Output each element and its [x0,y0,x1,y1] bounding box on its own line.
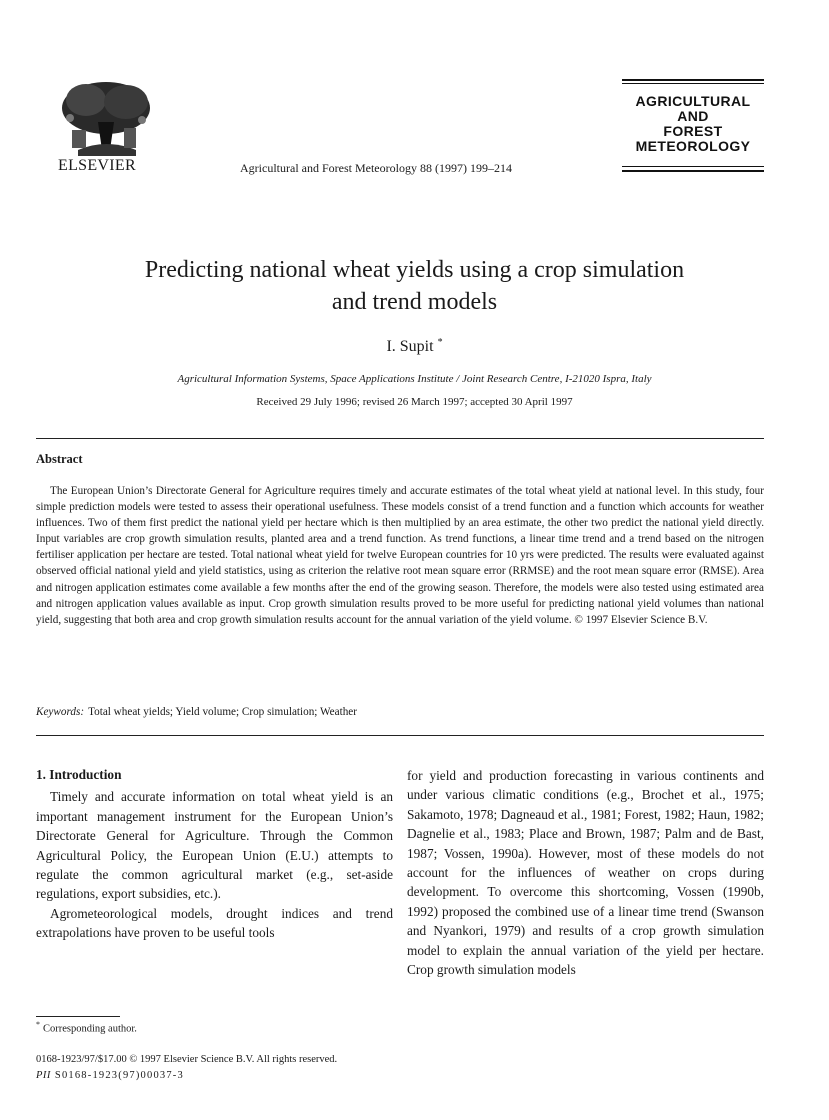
journal-reference: Agricultural and Forest Meteorology 88 (1997) 199–214 [240,161,512,175]
keywords-list: Total wheat yields; Yield volume; Crop simulation; Weather [88,706,358,718]
masthead-line: AND [677,108,709,124]
elsevier-tree-logo-icon [58,78,154,160]
article-title [0,254,829,318]
pii-line [36,1070,184,1081]
copyright-line: 0168-1923/97/$17.00 © 1997 Elsevier Science B.V. All rights reserved. [36,1054,338,1065]
keywords-label: Keywords: [36,706,85,718]
keywords-line [36,706,357,718]
title-line: and trend models [331,289,498,315]
abstract-body: The European Union’s Directorate General for Agriculture requires timely and accurate estimates of the total wheat yield at national level. In this study, four simple prediction models were tested to assess their operational usefulness. These models consist of a trend function and a function which accounts for weather influences. Two of them first predict the national yield per hectare which is then multiplied by an area estimate, the other two predict the national yield directly. Input variables are crop growth simulation results, planted area and a trend function. As trend functions, a linear time trend and a trend based on the nitrogen fertiliser application per hectare are tested. Total national wheat yield for twelve European countries for 10 yrs were predicted. The results were evaluated against observed official national yield and yield statistics, using as criterion the relative root mean square error (RRMSE) and the root mean square error (RMSE). Area and nitrogen application estimates come available a few months after the end of the growing season. Therefore, the models were also tested using estimated area and nitrogen application values available as input. Crop growth simulation results proved to be more useful for predicting national yield volumes than national yield, suggesting that both area and crop growth simulation results account for the annual variation of the yield volume. © 1997 Elsevier Science B.V. [36,485,764,626]
footnote-rule [36,1016,120,1017]
footnote-mark: * [36,1020,40,1029]
masthead-line: METEOROLOGY [635,138,751,154]
section-heading-introduction: 1. Introduction [36,767,122,782]
publisher-name: ELSEVIER [58,157,136,174]
right-column [407,766,764,979]
author-footnote-mark: * [437,337,443,348]
introduction-continuation: for yield and production forecasting in various continents and under various climatic conditions (e.g., Brochet et al., 1975; Sakamoto, 1978; Dagneaud et al., 1981; Forest, 1982; Haun, 1982; Dagnelie et al., 1983; Place and Brown, 1987; Palm and de Bast, 1987; Vossen, 1990a). However, most of these models do not account for the influences of weather on crops during development. To overcome this shortcoming, Vossen (1990b, 1992) proposed the combined use of a linear time trend (Swanson and Nyankori, 1979) and results of a crop growth simulation model to explain the annual variation of the yield per hectare. Crop growth simulation models [407,768,764,978]
abstract-bottom-rule [36,735,764,736]
title-line: Predicting national wheat yields using a crop simulation [144,257,685,283]
masthead-top-rule [622,79,764,81]
footnote [36,1020,137,1035]
pii-label: PII [36,1070,51,1081]
author-affiliation: Agricultural Information Systems, Space Applications Institute / Joint Research Centre, I-21020 Ispra, Italy [177,373,652,385]
masthead-line: AGRICULTURAL [635,93,751,109]
masthead-top-rule-thin [622,83,764,84]
footnote-text: Corresponding author. [43,1023,137,1035]
introduction-paragraph-2: Agrometeorological models, drought indices and trend extrapolations have proven to be useful tools [36,905,393,941]
left-column [36,765,393,943]
journal-masthead [622,94,764,154]
abstract-top-rule [36,438,764,439]
introduction-paragraph-1: Timely and accurate information on total wheat yield is an important management instrument for the European Union’s Directorate General for Agriculture. Through the Common Agricultural Policy, the European Union (E.U.) attempts to regulate the common agricultural market (e.g., set-aside regulations, export subsidies, etc.). [36,789,393,902]
pii-code: S0168-1923(97)00037-3 [54,1070,184,1081]
masthead-line: FOREST [663,123,723,139]
masthead-bottom-rule [622,170,764,172]
author-line [0,337,829,356]
abstract-heading: Abstract [36,452,83,466]
author-name: I. Supit [386,338,434,355]
masthead-bottom-rule-thin [622,166,764,167]
received-dates: Received 29 July 1996; revised 26 March 1997; accepted 30 April 1997 [256,396,573,408]
